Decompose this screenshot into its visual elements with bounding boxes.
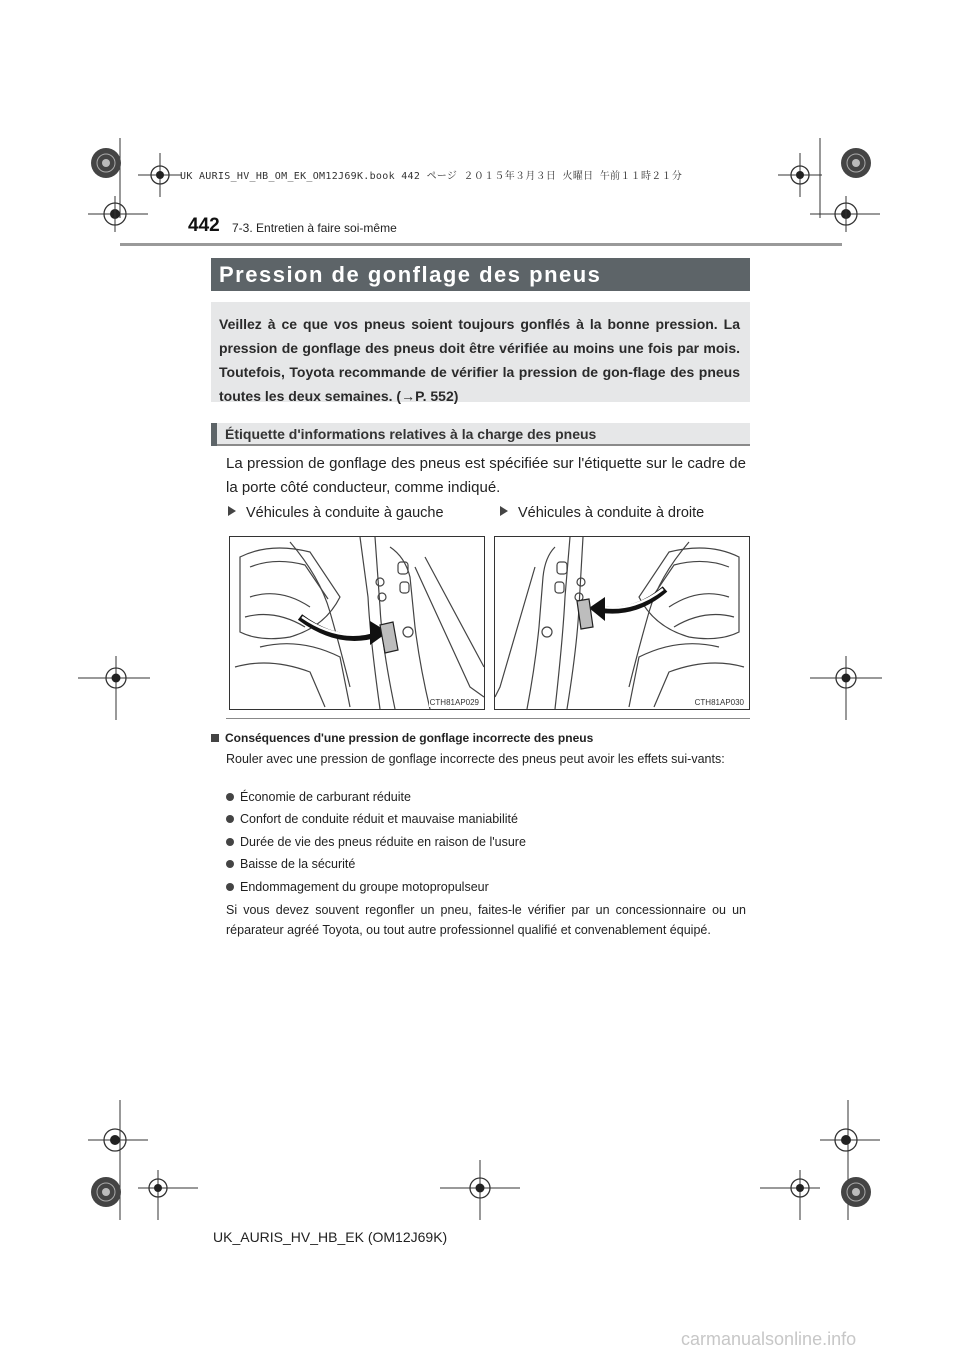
- list-item: Durée de vie des pneus réduite en raison de l'usure: [226, 835, 526, 849]
- figure-caption-left: [228, 505, 444, 521]
- list-item: Économie de carburant réduite: [226, 790, 411, 804]
- intro-text: Veillez à ce que vos pneus soient toujours gonflés à la bonne pression. La pression de gonflage des pneus doit être vérifiée au moins une fois par mois. Toutefois, Toyota recommande de vérifier la pression de gon-flage des pneus toutes les deux semaines. (→P. 552): [219, 316, 740, 404]
- target-mark-mid-right: [810, 656, 882, 720]
- page-title: Pression de gonflage des pneus: [211, 258, 750, 291]
- bullet-icon: [226, 793, 234, 801]
- figure-code: CTH81AP029: [429, 698, 479, 707]
- intro-box: [211, 302, 750, 402]
- door-frame-illustration: [495, 537, 749, 709]
- bullet-icon: [226, 815, 234, 823]
- square-bullet-icon: [211, 734, 219, 742]
- figure-right-hand-drive: [494, 536, 750, 710]
- section-label: 7-3. Entretien à faire soi-même: [232, 221, 397, 235]
- list-item: Endommagement du groupe motopropulseur: [226, 880, 489, 894]
- watermark: carmanualsonline.info: [681, 1329, 857, 1349]
- figure-caption-right: [500, 505, 704, 521]
- list-item: Confort de conduite réduit et mauvaise maniabilité: [226, 812, 518, 826]
- note-lead: Rouler avec une pression de gonflage incorrecte des pneus peut avoir les effets sui-vants:: [226, 752, 725, 766]
- figure-left-hand-drive: [229, 536, 485, 710]
- list-item: Baisse de la sécurité: [226, 857, 355, 871]
- print-info: UK AURIS_HV_HB_OM_EK_OM12J69K.book 442 ページ ２０１５年３月３日 火曜日 午前１１時２１分: [180, 171, 683, 182]
- note-heading-text: Conséquences d'une pression de gonflage incorrecte des pneus: [225, 731, 594, 745]
- caption-text: Véhicules à conduite à droite: [518, 505, 705, 521]
- note-heading: [211, 731, 593, 745]
- page-number: 442: [188, 215, 220, 236]
- rosette-bottom-right: [840, 1176, 872, 1208]
- subsection-heading: [211, 423, 750, 446]
- caption-text: Véhicules à conduite à gauche: [246, 505, 444, 521]
- target-mark-top-left: [138, 153, 182, 197]
- door-frame-illustration: [230, 537, 484, 709]
- note-closing: Si vous devez souvent regonfler un pneu, faites-le vérifier par un concessionnaire ou un réparateur agréé Toyota, ou tout autre professionnel qualifié et convenablement équipé.: [226, 903, 746, 937]
- figure-divider: [226, 718, 750, 719]
- bullet-icon: [226, 883, 234, 891]
- target-mark-bottom-center: [440, 1160, 520, 1220]
- subsection-heading-text: Étiquette d'informations relatives à la charge des pneus: [225, 426, 597, 442]
- rosette-top-left: [90, 147, 122, 179]
- triangle-bullet-icon: [228, 506, 236, 516]
- rosette-top-right: [840, 147, 872, 179]
- header-rule: [120, 243, 842, 246]
- figure-code: CTH81AP030: [694, 698, 744, 707]
- bullet-icon: [226, 860, 234, 868]
- target-mark-mid-left: [78, 656, 150, 720]
- bullet-icon: [226, 838, 234, 846]
- subsection-description: La pression de gonflage des pneus est spécifiée sur l'étiquette sur le cadre de la porte côté conducteur, comme indiqué.: [226, 455, 746, 496]
- triangle-bullet-icon: [500, 506, 508, 516]
- footer-code: UK_AURIS_HV_HB_EK (OM12J69K): [213, 1229, 448, 1245]
- rosette-bottom-left: [90, 1176, 122, 1208]
